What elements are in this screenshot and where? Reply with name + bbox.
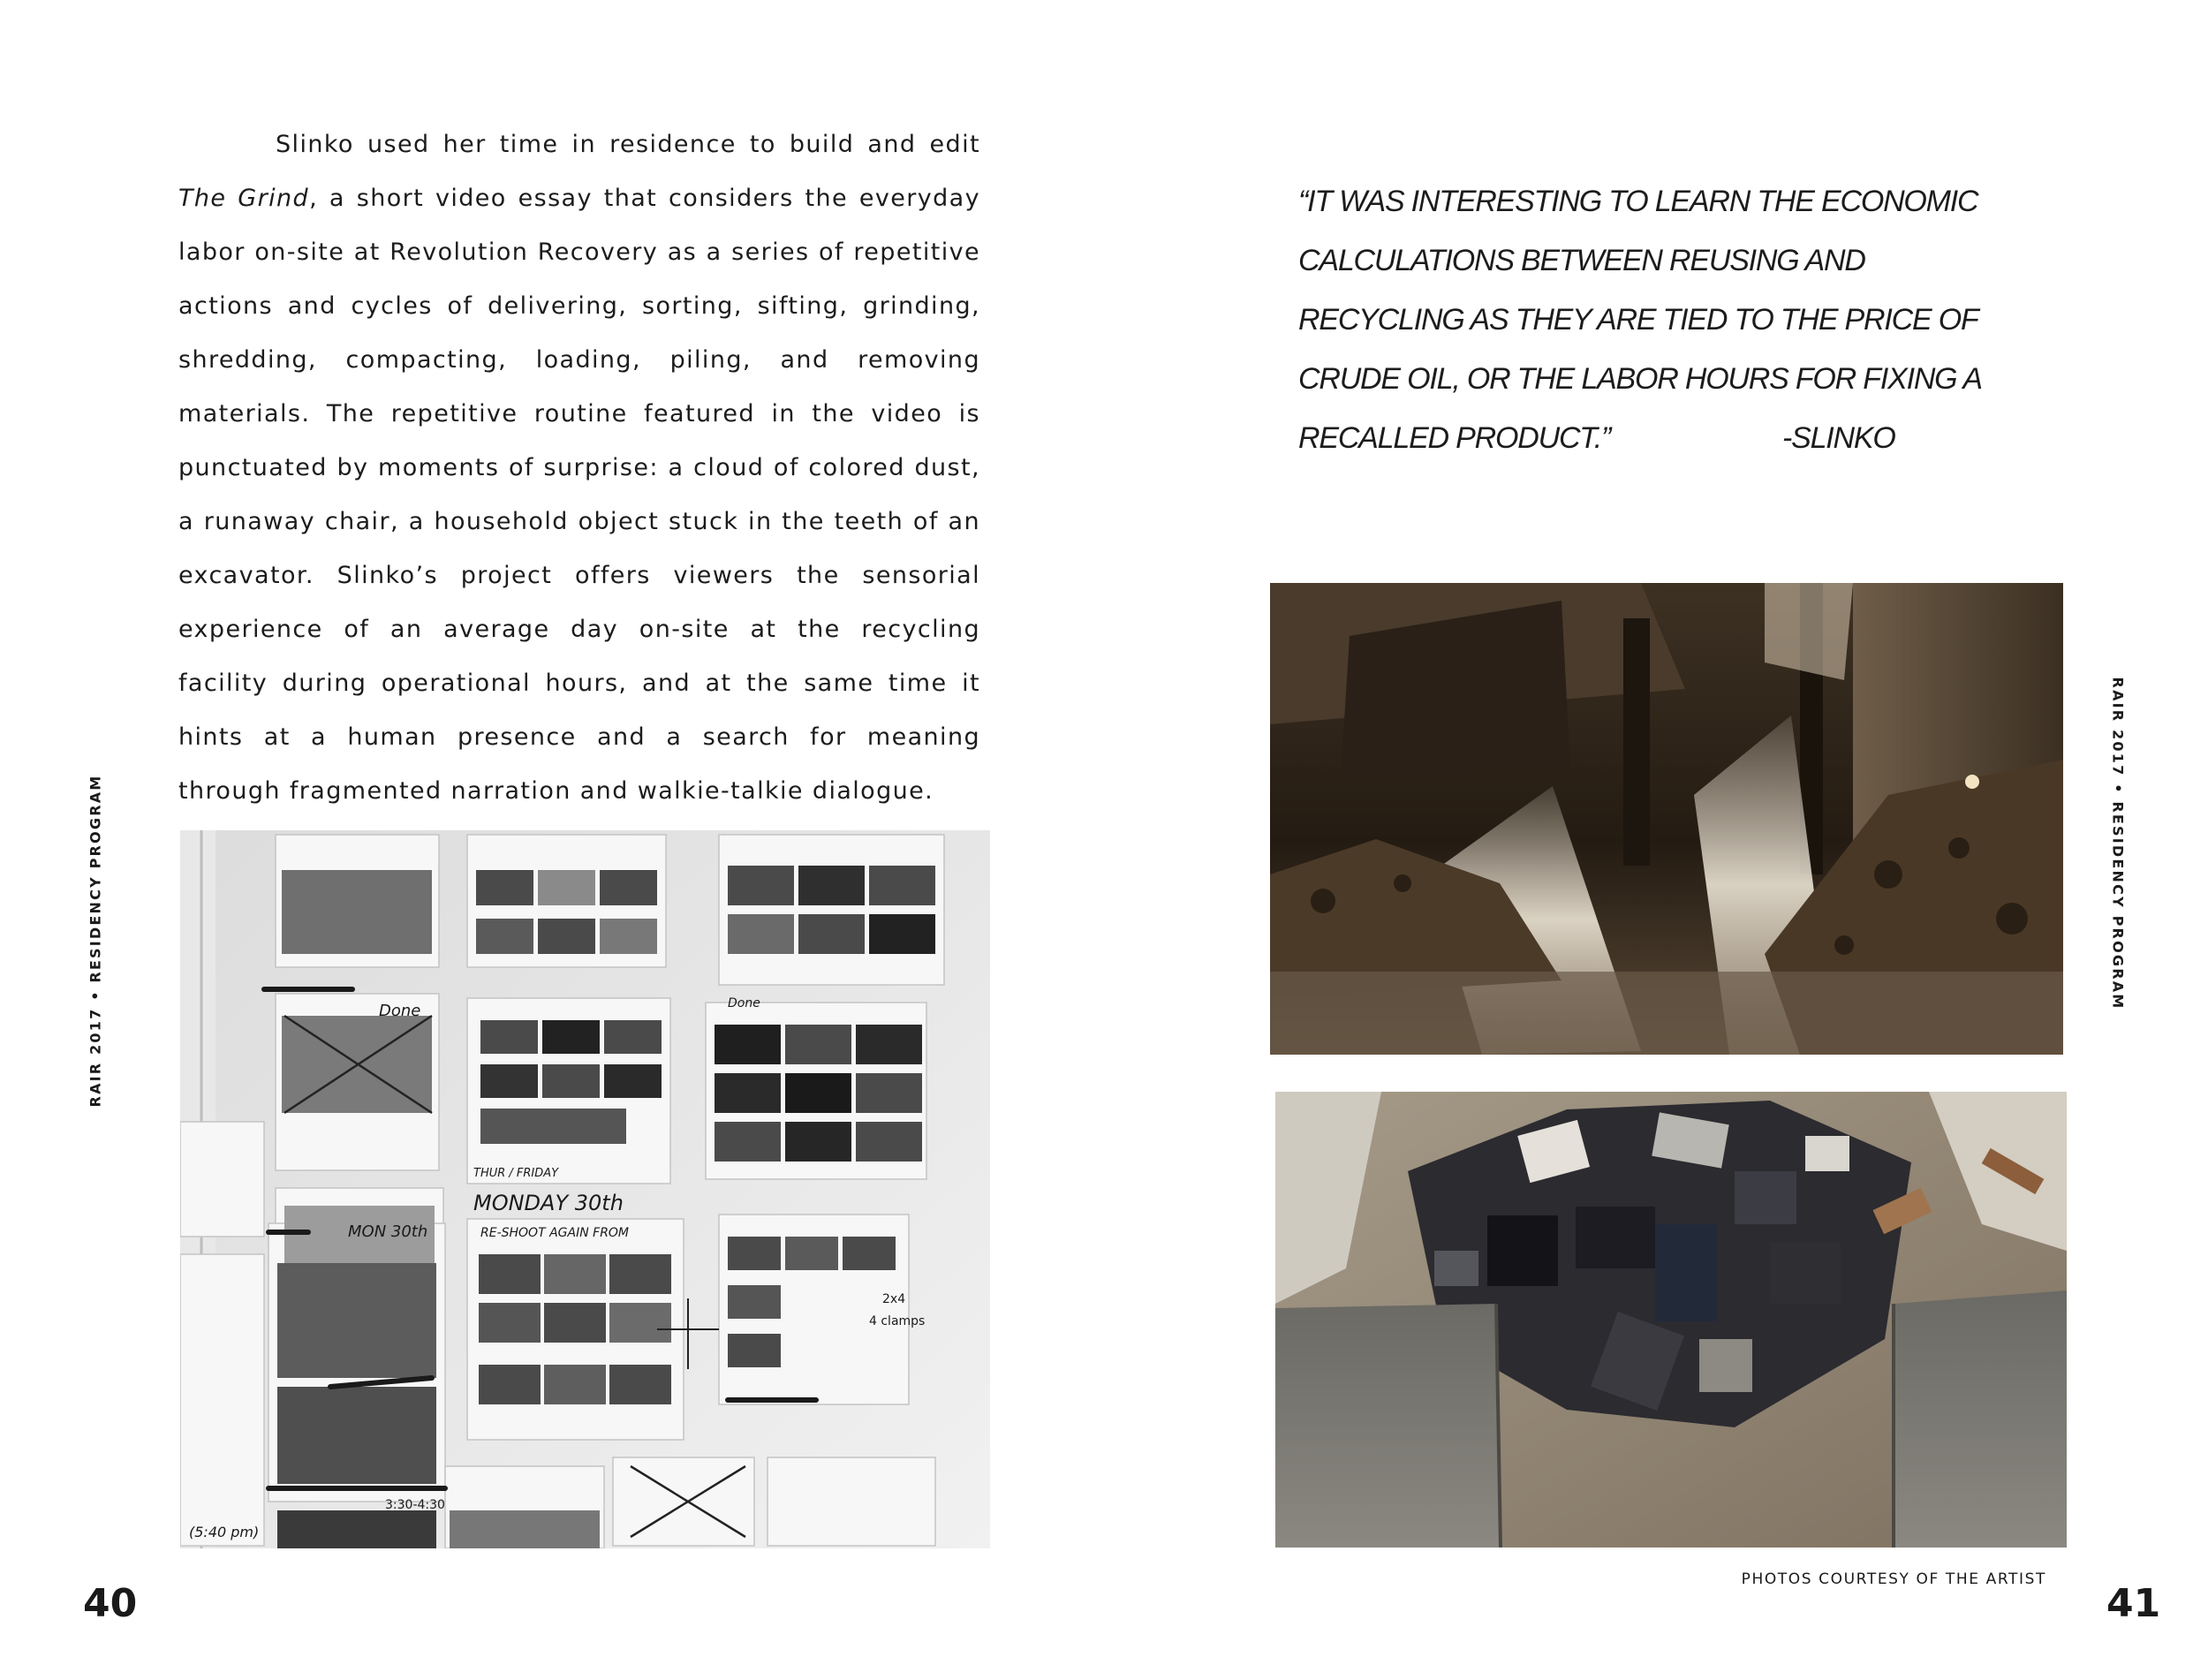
note-clamps: 4 clamps — [869, 1314, 926, 1328]
page-number-right: 41 — [2106, 1581, 2161, 1626]
note-done-2: Done — [728, 996, 760, 1010]
quote-line-1: “IT WAS INTERESTING TO LEARN THE ECONOMIC — [1298, 185, 1978, 218]
storyboard-wall-photo — [180, 830, 990, 1548]
note-mon-30: MON 30th — [348, 1222, 428, 1241]
note-done-1: Done — [379, 1002, 421, 1020]
quote-line-3: RECYCLING AS THEY ARE TIED TO THE PRICE OF — [1298, 303, 1978, 337]
quote-attribution: -SLINKO — [1782, 421, 1895, 455]
note-2x4: 2x4 — [882, 1292, 906, 1306]
note-pm: (5:40 pm) — [189, 1524, 260, 1540]
running-head-right: RAIR 2017 • RESIDENCY PROGRAM — [2109, 677, 2127, 1010]
note-time: 3:30-4:30 — [385, 1498, 445, 1512]
dust-light-photo — [1270, 583, 2063, 1055]
note-reshoot: RE-SHOOT AGAIN FROM — [480, 1226, 630, 1240]
essay-text-part2: , a short video essay that considers the everyday labor on-site at Revolution Recovery as a series of repetitive actions and cycles of delivering, sorting, sifting, grinding, shredding, compacting, loading, piling, and removing materials. The repetitive routine featured in the video is punctuated by moments of surprise: a cloud of colored dust, a runaway chair, a household object stuck in the teeth of an excavator. Slinko’s project offers viewers the sensorial experience of an average day on-site at the recycling facility during operational hours, and at the same time it hints at a human presence and a search for meaning through fragmented narration and walkie-talkie dialogue. — [178, 185, 980, 805]
photo-credit: PHOTOS COURTESY OF THE ARTIST — [1741, 1570, 2046, 1588]
essay-text-part1: Slinko used her time in residence to build and edit — [276, 131, 980, 158]
quote-line-5: RECALLED PRODUCT.” — [1298, 421, 1611, 455]
artist-quote — [1298, 172, 2023, 468]
video-title: The Grind — [178, 185, 310, 212]
quote-line-4: CRUDE OIL, OR THE LABOR HOURS FOR FIXING A — [1298, 362, 1982, 396]
debris-pile-photo — [1275, 1092, 2067, 1548]
note-thur-friday: THUR / FRIDAY — [473, 1167, 559, 1180]
essay-paragraph — [178, 117, 980, 818]
running-head-left: RAIR 2017 • RESIDENCY PROGRAM — [87, 774, 104, 1108]
note-monday: MONDAY 30th — [473, 1191, 624, 1215]
page-number-left: 40 — [83, 1581, 138, 1626]
quote-line-2: CALCULATIONS BETWEEN REUSING AND — [1298, 244, 1865, 277]
